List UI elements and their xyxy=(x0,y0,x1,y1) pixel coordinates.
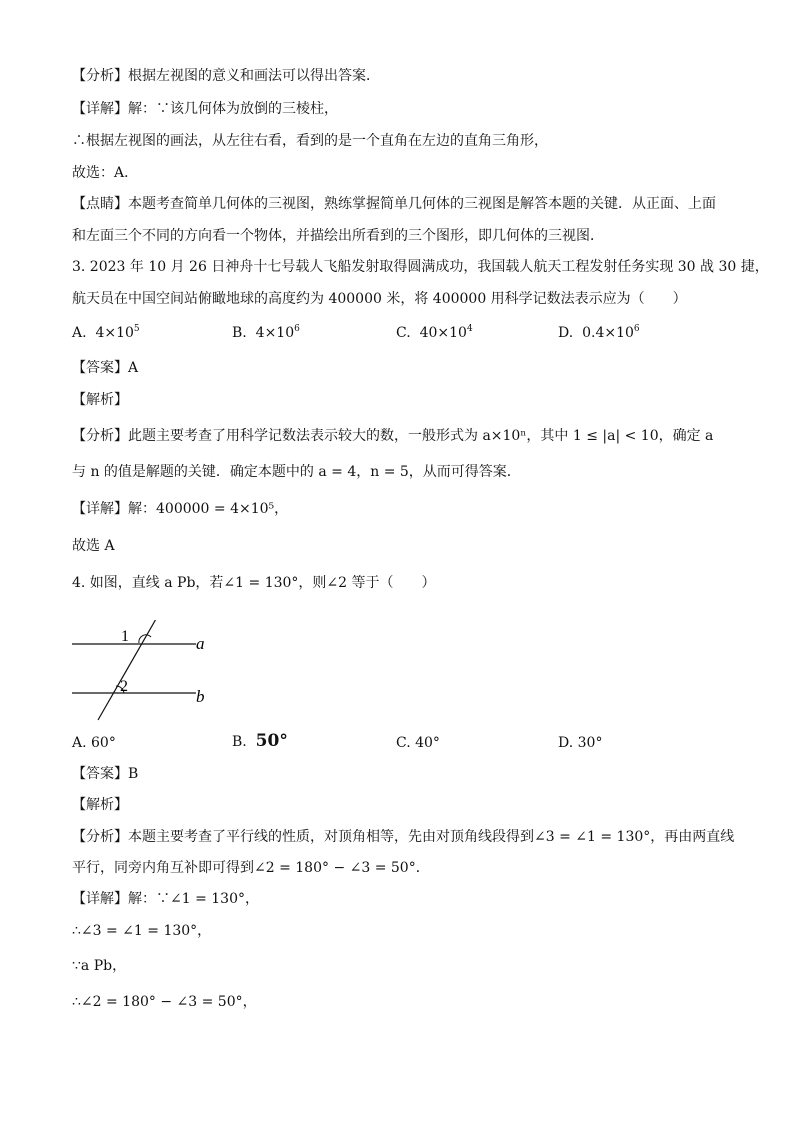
q4-option-a: A. 60° xyxy=(72,735,116,751)
q4-detail-line-3: ∵a Pb， xyxy=(72,958,127,974)
detail-line: 【详解】解：∵该几何体为放倒的三棱柱， xyxy=(72,101,338,117)
angle-2-label: 2 xyxy=(120,678,128,695)
question-4: 4. 如图，直线 a Pb，若∠1 = 130°，则∠2 等于（ ） xyxy=(72,575,436,591)
question-3-line-2: 航天员在中国空间站俯瞰地球的高度约为 400000 米，将 400000 用科学记数法表示应为（ ） xyxy=(72,291,687,307)
q4-detail-line-1: 【详解】解：∵∠1 = 130°， xyxy=(72,891,259,907)
q3-answer: 【答案】A xyxy=(72,360,139,376)
q3-option-d xyxy=(558,323,640,343)
q4-detail-line-4: ∴∠2 = 180° − ∠3 = 50°， xyxy=(72,994,257,1010)
line-b-label: b xyxy=(196,687,205,706)
q3-option-d-exp: 6 xyxy=(633,324,640,334)
q3-option-d-label: D. xyxy=(558,325,574,341)
comment-line-2: 和左面三个不同的方向看一个物体，并描绘出所看到的三个图形，即几何体的三视图． xyxy=(72,228,604,244)
q3-choice: 故选 A xyxy=(72,538,115,554)
answer-line: 故选：A． xyxy=(72,165,139,181)
q3-option-b xyxy=(232,323,300,343)
q3-option-a-label: A. xyxy=(72,325,87,341)
q4-solution-heading: 【解析】 xyxy=(72,797,128,813)
q3-solution-heading: 【解析】 xyxy=(72,392,128,408)
q3-option-c-base: 40×10 xyxy=(419,325,467,341)
q3-analysis-line-2: 与 n 的值是解题的关键．确定本题中的 a = 4，n = 5，从而可得答案． xyxy=(72,464,521,480)
q3-option-b-exp: 6 xyxy=(294,324,300,334)
q3-option-d-base: 0.4×10 xyxy=(582,325,634,341)
q4-analysis-line-1: 【分析】本题主要考查了平行线的性质，对顶角相等，先由对顶角线段得到∠3 = ∠1 = 130°，再由两直线 xyxy=(72,829,735,845)
q4-option-c: C. 40° xyxy=(396,735,440,751)
q4-option-b-label: B. xyxy=(232,734,247,750)
q3-option-b-label: B. xyxy=(232,325,247,341)
question-3-line-1: 3. 2023 年 10 月 26 日神舟十七号载人飞船发射取得圆满成功，我国载人航天工程发射任务实现 30 战 30 捷， xyxy=(72,259,769,275)
q3-option-c-exp: 4 xyxy=(466,324,473,334)
q4-option-d: D. 30° xyxy=(558,735,603,751)
q3-option-b-base: 4×10 xyxy=(255,325,295,341)
q3-option-a-base: 4×10 xyxy=(95,325,134,341)
angle-1-label: 1 xyxy=(121,628,129,645)
parallel-lines-figure xyxy=(68,620,218,728)
q4-option-b-value: 50° xyxy=(255,731,288,751)
q4-detail-line-2: ∴∠3 = ∠1 = 130°， xyxy=(72,923,212,939)
q3-option-c-label: C. xyxy=(396,325,411,341)
q3-detail: 【详解】解：400000 = 4×10⁵， xyxy=(72,501,289,517)
transversal-line xyxy=(98,620,160,720)
q3-analysis-line-1: 【分析】此题主要考查了用科学记数法表示较大的数，一般形式为 a×10ⁿ，其中 1 ≤ |a| < 10，确定 a xyxy=(72,428,714,444)
q4-answer: 【答案】B xyxy=(72,766,139,782)
q3-option-a xyxy=(72,323,140,343)
q4-analysis-line-2: 平行，同旁内角互补即可得到∠2 = 180° − ∠3 = 50°． xyxy=(72,860,430,876)
q3-option-c xyxy=(396,323,473,343)
q3-option-a-exp: 5 xyxy=(133,324,140,334)
line-a-label: a xyxy=(196,634,205,653)
q4-option-b xyxy=(232,731,288,752)
reasoning-line: ∴根据左视图的画法，从左往右看，看到的是一个直角在左边的直角三角形， xyxy=(72,133,548,149)
analysis-line: 【分析】根据左视图的意义和画法可以得出答案． xyxy=(72,68,380,84)
comment-line: 【点睛】本题考查简单几何体的三视图，熟练掌握简单几何体的三视图是解答本题的关键．从正面、上面 xyxy=(72,196,716,212)
